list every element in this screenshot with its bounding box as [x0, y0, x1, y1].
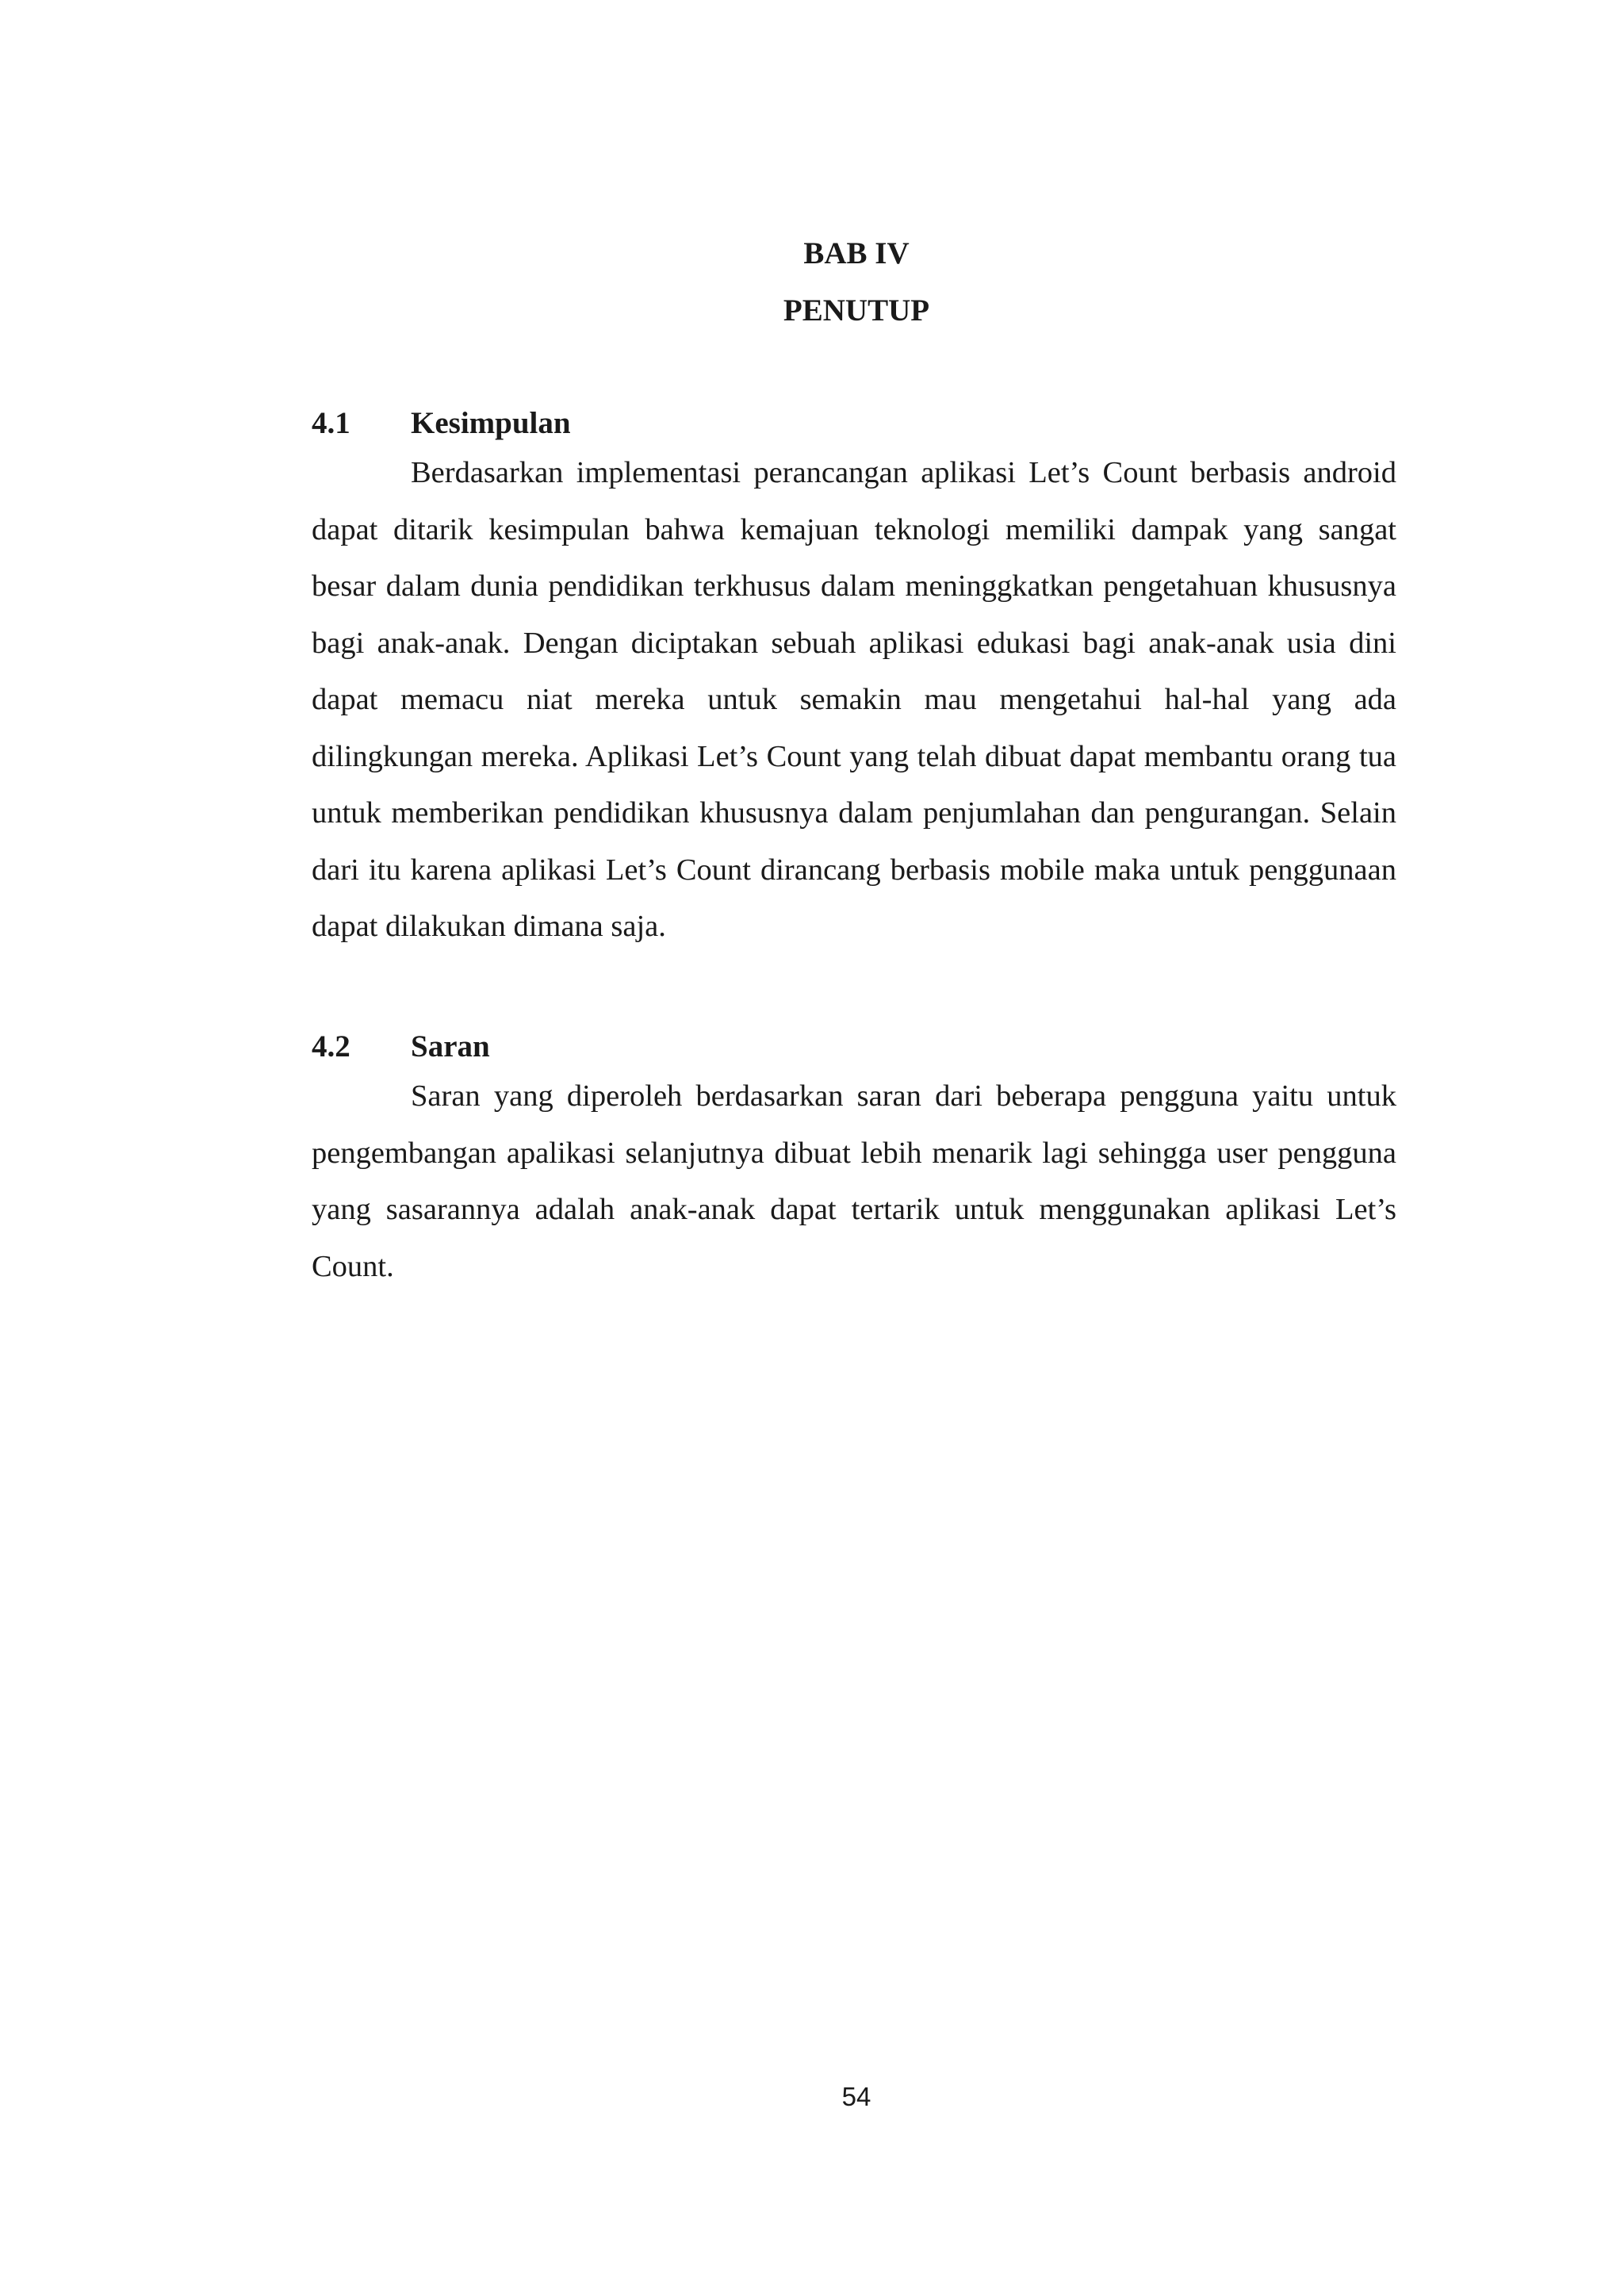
section-number: 4.2: [312, 1029, 350, 1064]
section-title: Saran: [411, 1029, 490, 1064]
section-title: Kesimpulan: [411, 406, 571, 440]
page-number: 54: [841, 2082, 871, 2111]
chapter-title: PENUTUP: [783, 293, 930, 328]
section-paragraph: Saran yang diperoleh berdasarkan saran dari beberapa pengguna yaitu untuk pengembangan apalikasi selanjutnya dibuat lebih menarik lagi sehingga user pengguna yang sasarannya adalah anak-anak dapat tertarik untuk menggunakan aplikasi Let’s Count.: [312, 1079, 1396, 1283]
section-saran: [312, 1031, 1396, 1295]
section-paragraph: Berdasarkan implementasi perancangan aplikasi Let’s Count berbasis android dapat ditarik kesimpulan bahwa kemajuan teknologi memiliki dampak yang sangat besar dalam dunia pendidikan terkhusus dalam meninggkatkan pengetahuan khususnya bagi anak-anak. Dengan diciptakan sebuah aplikasi edukasi bagi anak-anak usia dini dapat memacu niat mereka untuk semakin mau mengetahui hal-hal yang ada dilingkungan mereka. Aplikasi Let’s Count yang telah dibuat dapat membantu orang tua untuk memberikan pendidikan khususnya dalam penjumlahan dan pengurangan. Selain dari itu karena aplikasi Let’s Count dirancang berbasis mobile maka untuk penggunaan dapat dilakukan dimana saja.: [312, 456, 1396, 943]
section-kesimpulan: [312, 408, 1396, 956]
chapter-number: BAB IV: [803, 236, 910, 270]
section-heading: [312, 1031, 1396, 1071]
section-heading: [312, 408, 1396, 447]
section-number: 4.1: [312, 406, 350, 440]
